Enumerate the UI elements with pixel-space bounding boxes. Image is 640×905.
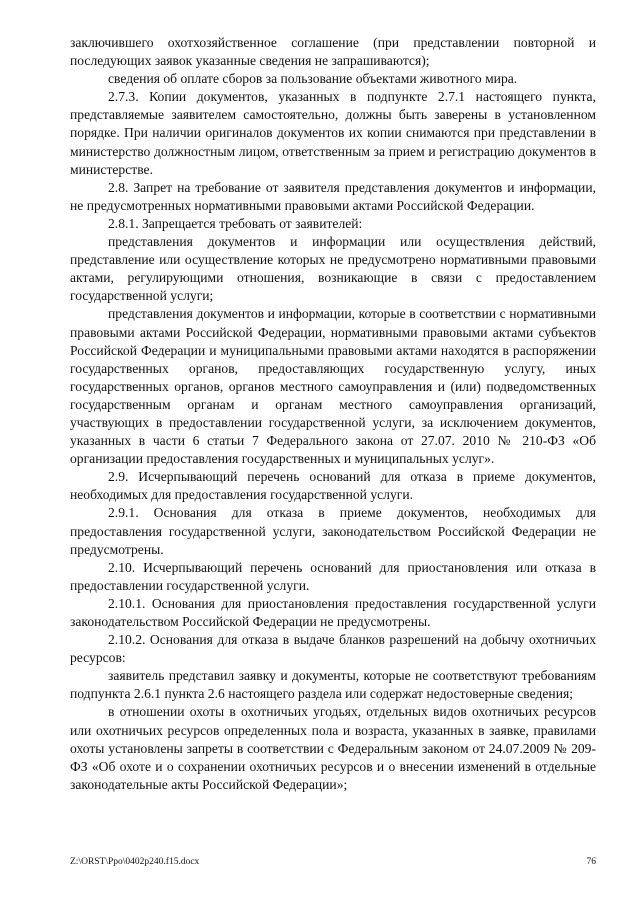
paragraph-2-8: 2.8. Запрет на требование от заявителя представления документов и информации, не предусмотренных нормативными правовыми актами Российской Федерации. bbox=[70, 179, 596, 213]
paragraph-item-documents-actions: представления документов и информации или осуществления действий, представление или осуществление которых не предусмотрено нормативными правовыми актами, регулирующими отношения, возникающие в связи с предоставлением государственной услуги; bbox=[70, 234, 596, 304]
paragraph-2-7-3: 2.7.3. Копии документов, указанных в подпункте 2.7.1 настоящего пункта, представляемые заявителем самостоятельно, должны быть заверены в установленном порядке. При наличии оригиналов документов их копии снимаются при представлении в министерство должностным лицом, ответственным за прием и регистрацию документов в министерстве. bbox=[70, 89, 596, 177]
paragraph-2-9: 2.9. Исчерпывающий перечень оснований для отказа в приеме документов, необходимых для предоставления государственной услуги. bbox=[70, 469, 596, 503]
paragraph-item-invalid-application: заявитель представил заявку и документы, которые не соответствуют требованиям подпункта 2.6.1 пункта 2.6 настоящего раздела или содержат недостоверные сведения; bbox=[70, 668, 596, 702]
file-path: Z:\ORST\Ppo\0402p240.f15.docx bbox=[70, 857, 200, 867]
paragraph-2-10: 2.10. Исчерпывающий перечень оснований для приостановления или отказа в предоставлении государственной услуги. bbox=[70, 559, 596, 593]
page-number: 76 bbox=[586, 857, 596, 867]
paragraph-continuation: заключившего охотхозяйственное соглашение (при представлении повторной и последующих заявок указанные сведения не запрашиваются); bbox=[70, 35, 596, 69]
paragraph-2-8-1: 2.8.1. Запрещается требовать от заявителей: bbox=[108, 215, 363, 231]
paragraph-item-documents-information: представления документов и информации, которые в соответствии с нормативными правовыми актами Российской Федерации, нормативными правовыми актами субъектов Российской Федерации и муниципальными правовыми актами находятся в распоряжении государственных органов, предоставляющих государственную услугу, иных государственных органов, органов местного самоуправления и (или) подведомственных государственным органам и органам местного самоуправления организаций, участвующих в предоставлении государственной услуги, за исключением документов, указанных в части 6 статьи 7 Федерального закона от 27.07. 2010 № 210-ФЗ «Об организации предоставления государственных и муниципальных услуг». bbox=[70, 306, 596, 467]
paragraph-2-9-1: 2.9.1. Основания для отказа в приеме документов, необходимых для предоставления государственной услуги, законодательством Российской Федерации не предусмотрены. bbox=[70, 505, 596, 557]
paragraph-item-hunting-bans: в отношении охоты в охотничьих угодьях, отдельных видов охотничьих ресурсов или охотничьих ресурсов определенных пола и возраста, указанных в заявке, правилами охоты установлены запреты в соответствии с Федеральным законом от 24.07.2009 № 209-ФЗ «Об охоте и о сохранении охотничьих ресурсов и о внесении изменений в отдельные законодательные акты Российской Федерации»; bbox=[70, 704, 596, 792]
paragraph-2-10-2: 2.10.2. Основания для отказа в выдаче бланков разрешений на добычу охотничьих ресурсов: bbox=[70, 632, 596, 666]
paragraph-2-10-1: 2.10.1. Основания для приостановления предоставления государственной услуги законодательством Российской Федерации не предусмотрены. bbox=[70, 595, 596, 629]
paragraph-fee-payment: сведения об оплате сборов за пользование объектами животного мира. bbox=[108, 71, 518, 87]
document-body bbox=[70, 34, 596, 794]
